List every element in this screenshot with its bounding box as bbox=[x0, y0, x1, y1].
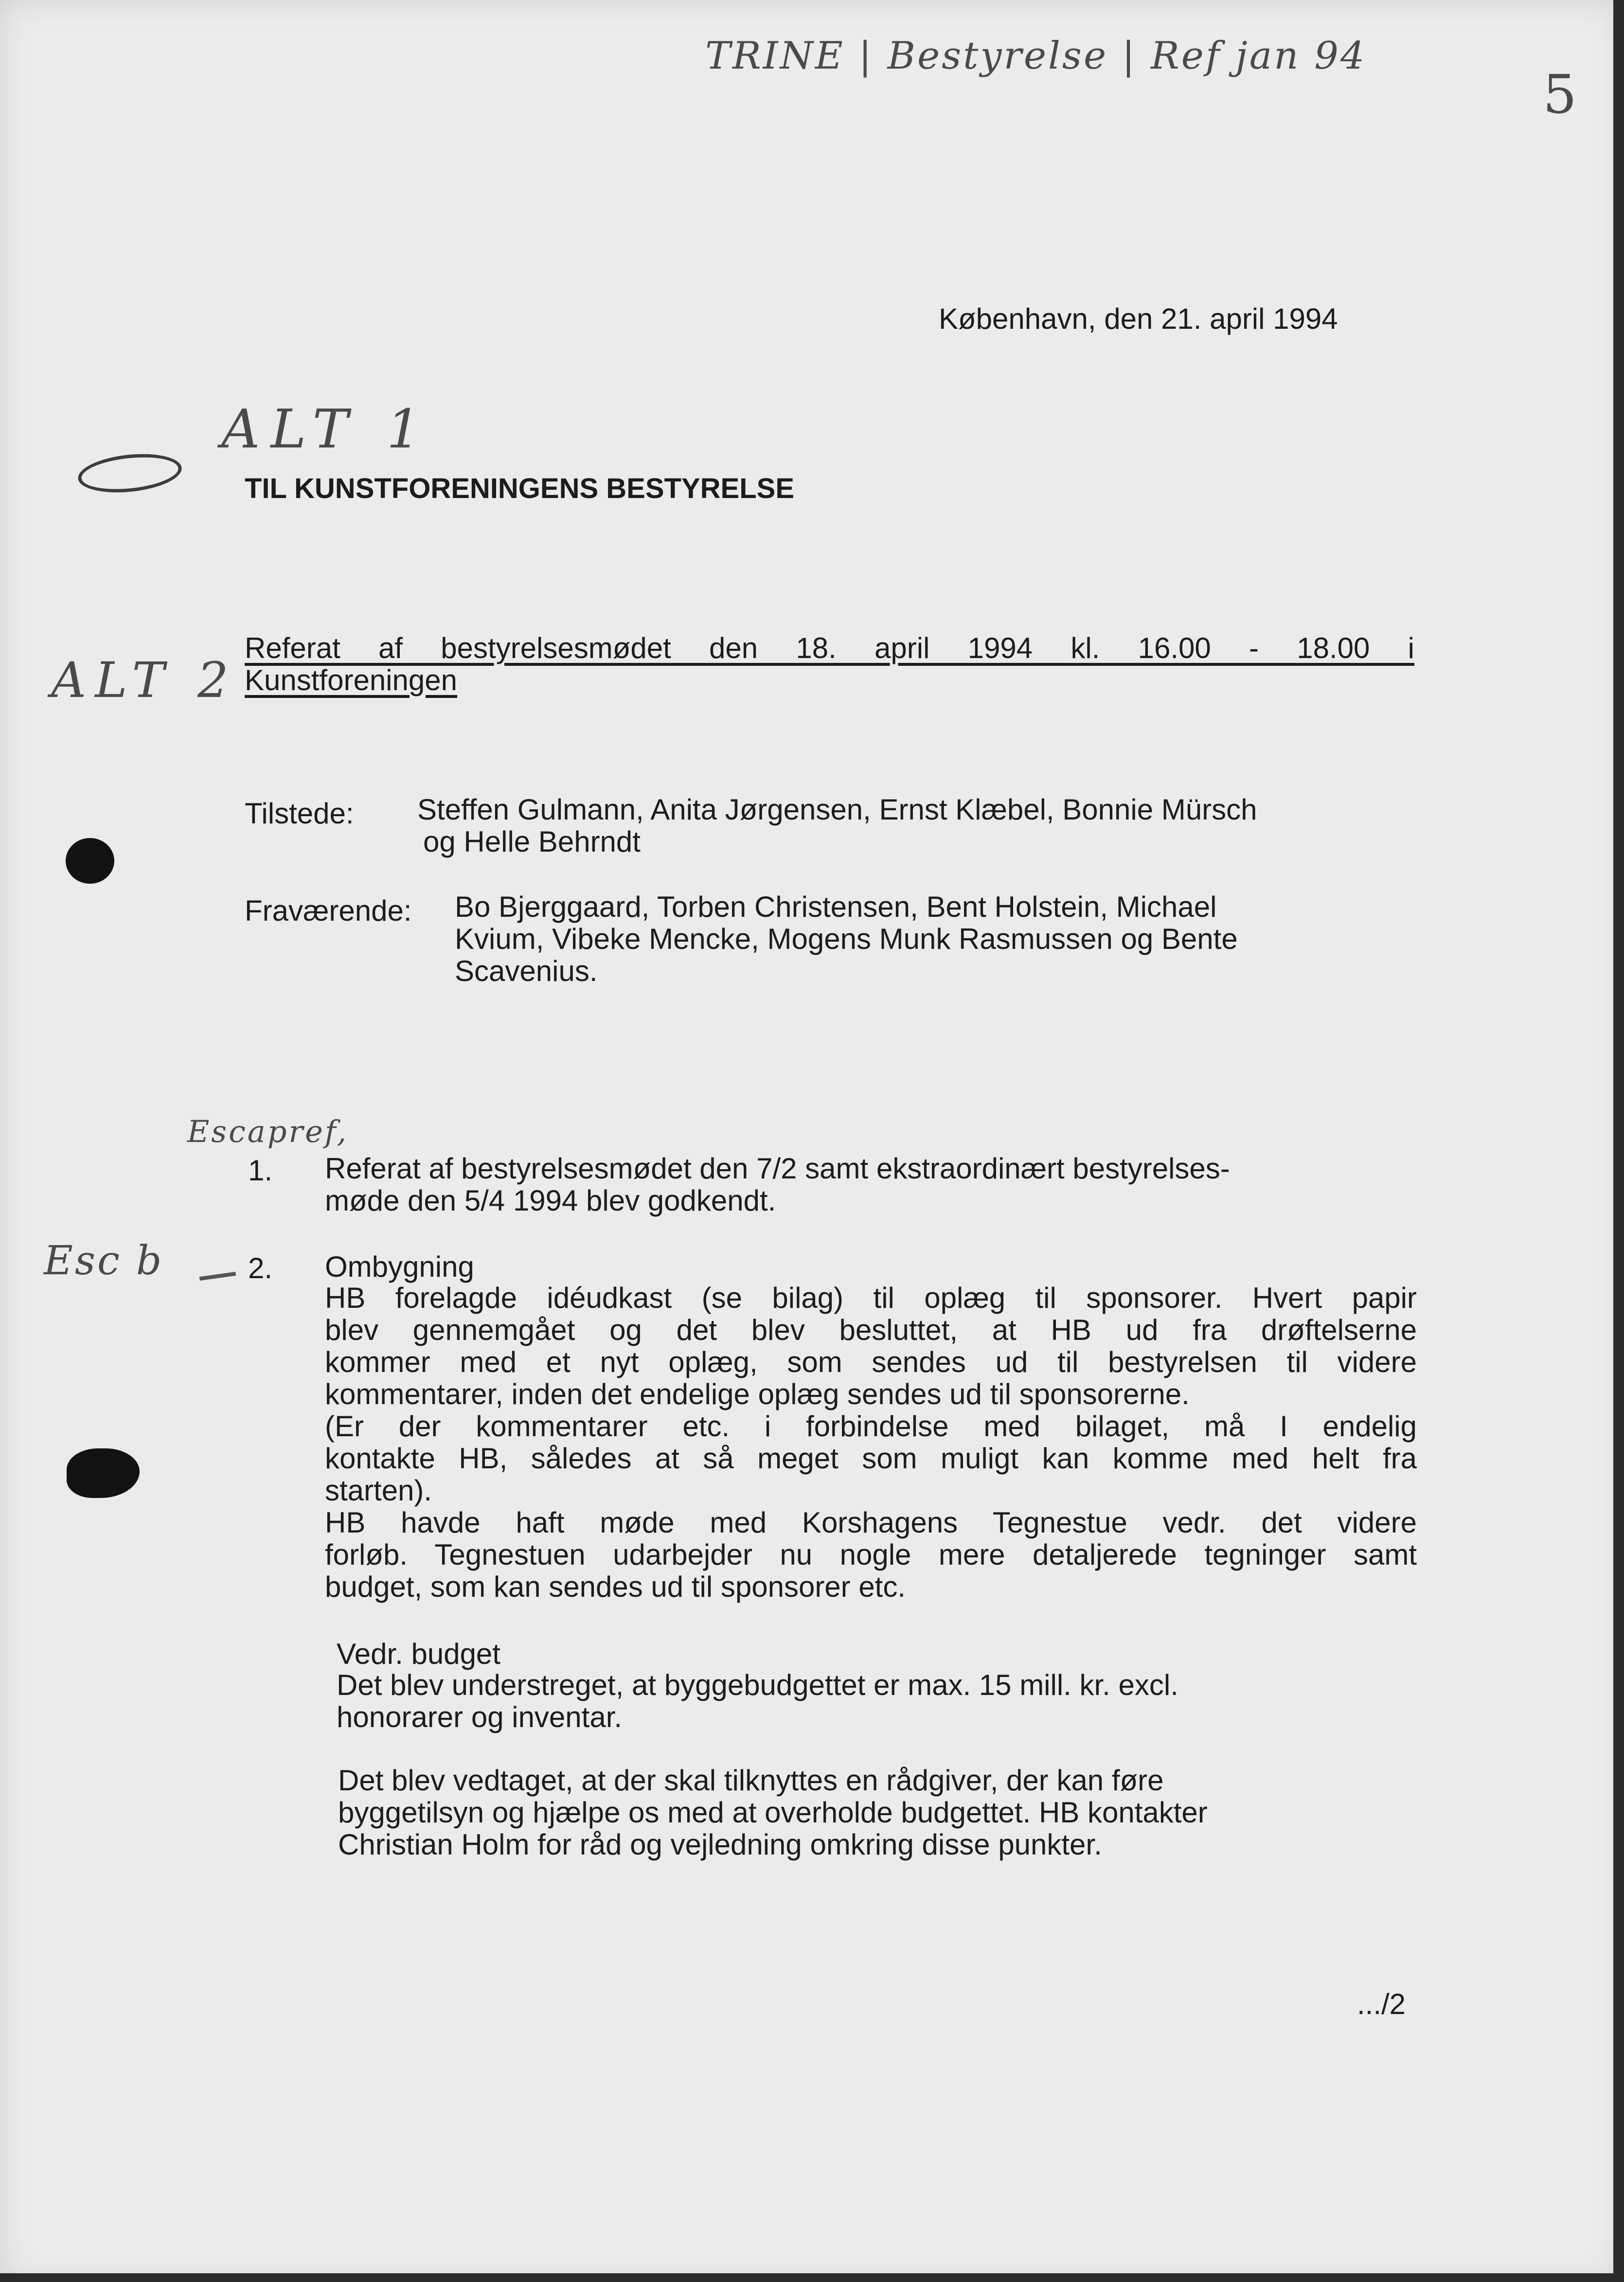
budget-line: honorarer og inventar. bbox=[337, 1701, 623, 1733]
scan-edge-right bbox=[1613, 0, 1624, 2282]
strike-mark bbox=[199, 1272, 236, 1281]
item-2-heading: Ombygning bbox=[325, 1250, 474, 1283]
recipient-heading: TIL KUNSTFORENINGENS BESTYRELSE bbox=[245, 473, 795, 504]
punch-hole bbox=[66, 838, 114, 884]
item-2-line: kommentarer, inden det endelige oplæg sendes ud til sponsorerne. bbox=[325, 1378, 1190, 1410]
subject-line-1: Referat af bestyrelsesmødet den 18. april 1994 kl. 16.00 - 18.00 i bbox=[245, 632, 1414, 664]
scan-edge-bottom bbox=[0, 2273, 1624, 2282]
budget-heading: Vedr. budget bbox=[337, 1638, 500, 1670]
handwritten-esc-mark: Esc b bbox=[44, 1238, 164, 1284]
handwritten-top-note: TRINE | Bestyrelse | Ref jan 94 bbox=[705, 34, 1367, 78]
present-line-1: Steffen Gulmann, Anita Jørgensen, Ernst Klæbel, Bonnie Mürsch bbox=[417, 793, 1257, 826]
present-line-2: og Helle Behrndt bbox=[423, 825, 641, 858]
subject bbox=[245, 632, 1414, 696]
handwritten-alt1: ALT 1 bbox=[221, 398, 431, 460]
present-label: Tilstede: bbox=[245, 797, 354, 830]
handwritten-alt2: ALT 2 bbox=[51, 652, 237, 709]
item-2-number: 2. bbox=[248, 1252, 273, 1284]
place-date: København, den 21. april 1994 bbox=[939, 303, 1338, 335]
item-1-text bbox=[325, 1153, 1230, 1217]
subject-line-2: Kunstforeningen bbox=[245, 664, 457, 696]
item-2-line: kontakte HB, således at så meget som muligt kan komme med helt fra bbox=[325, 1442, 1417, 1475]
item-1-number: 1. bbox=[248, 1154, 273, 1187]
item-2-line: HB havde haft møde med Korshagens Tegnestue vedr. det videre bbox=[325, 1506, 1417, 1539]
absent-line-1: Bo Bjerggaard, Torben Christensen, Bent Holstein, Michael bbox=[455, 891, 1217, 923]
item-1-line-2: møde den 5/4 1994 blev godkendt. bbox=[325, 1184, 776, 1217]
scribbled-out-mark bbox=[76, 449, 184, 497]
advisor-text bbox=[338, 1765, 1208, 1861]
item-2-line: starten). bbox=[325, 1474, 432, 1507]
budget-line: Det blev understreget, at byggebudgettet er max. 15 mill. kr. excl. bbox=[337, 1669, 1178, 1701]
continuation-marker: .../2 bbox=[1357, 1988, 1406, 2020]
item-2-line: budget, som kan sendes ud til sponsorer etc. bbox=[325, 1570, 906, 1603]
item-1-line-1: Referat af bestyrelsesmødet den 7/2 samt ekstraordinært bestyrelses- bbox=[325, 1152, 1230, 1185]
handwritten-escapref: Escapref, bbox=[187, 1114, 349, 1149]
absent-line-2: Kvium, Vibeke Mencke, Mogens Munk Rasmussen og Bente bbox=[455, 923, 1238, 955]
advisor-line: Det blev vedtaget, at der skal tilknyttes en rådgiver, der kan føre bbox=[338, 1764, 1164, 1797]
budget-text bbox=[337, 1669, 1178, 1733]
absent-label: Fraværende: bbox=[245, 894, 412, 927]
punch-hole bbox=[67, 1448, 140, 1498]
advisor-line: byggetilsyn og hjælpe os med at overholde budgettet. HB kontakter bbox=[338, 1796, 1208, 1829]
item-2-line: (Er der kommentarer etc. i forbindelse med bilaget, må I endelig bbox=[325, 1410, 1417, 1443]
item-2-paragraph bbox=[325, 1282, 1417, 1603]
absent-line-3: Scavenius. bbox=[455, 955, 598, 987]
handwritten-page-number: 5 bbox=[1543, 63, 1579, 125]
item-2-line: blev gennemgået og det blev besluttet, at HB ud fra drøftelserne bbox=[325, 1314, 1417, 1346]
item-2-line: kommer med et nyt oplæg, som sendes ud til bestyrelsen til videre bbox=[325, 1346, 1417, 1378]
present-names bbox=[417, 794, 1257, 858]
absent-names bbox=[455, 891, 1238, 987]
item-2-line: forløb. Tegnestuen udarbejder nu nogle mere detaljerede tegninger samt bbox=[325, 1538, 1417, 1571]
advisor-line: Christian Holm for råd og vejledning omkring disse punkter. bbox=[338, 1828, 1102, 1861]
item-2-line: HB forelagde idéudkast (se bilag) til oplæg til sponsorer. Hvert papir bbox=[325, 1282, 1417, 1314]
